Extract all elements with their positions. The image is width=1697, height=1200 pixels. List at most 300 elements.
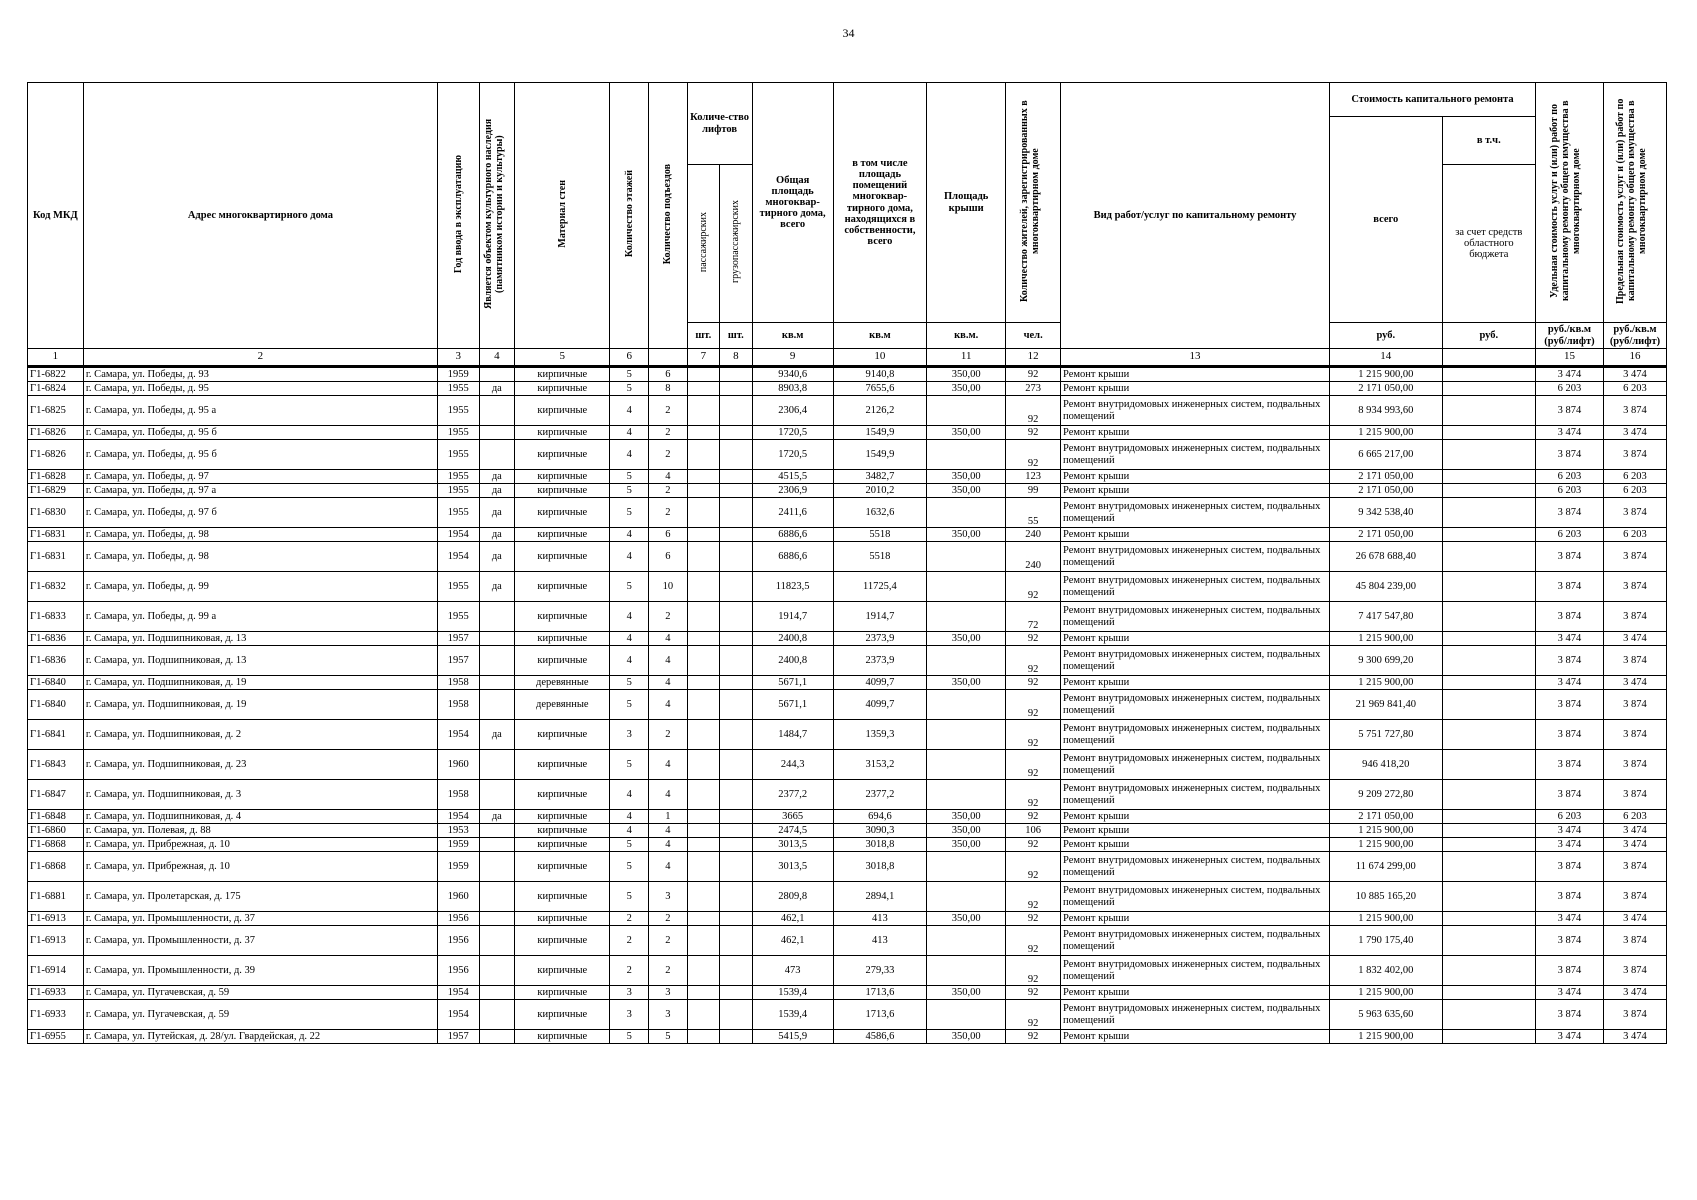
row-area-total: 2306,4: [752, 396, 833, 426]
header-limit-cost: Предельная стоимость услуг и (или) работ по капитальному ремонту общего имущества в многоквартирном доме: [1603, 83, 1666, 323]
row-area-total: 3013,5: [752, 852, 833, 882]
row-roof-area: 350,00: [927, 382, 1006, 396]
row-floors: 4: [610, 542, 649, 572]
row-area-owned: 5518: [833, 542, 926, 572]
row-residents: 106: [1006, 824, 1061, 838]
column-number: 14: [1329, 349, 1442, 367]
row-code: Г1-6860: [28, 824, 84, 838]
row-lifts-cargo: [720, 572, 752, 602]
row-heritage: [479, 750, 515, 780]
row-address: г. Самара, ул. Подшипниковая, д. 3: [83, 780, 437, 810]
row-cost-regional: [1442, 484, 1535, 498]
table-row: [28, 484, 1667, 498]
row-address: г. Самара, ул. Промышленности, д. 39: [83, 956, 437, 986]
table-row: [28, 824, 1667, 838]
row-area-total: 5415,9: [752, 1030, 833, 1044]
header-floors: Количество этажей: [610, 83, 649, 349]
row-cost-regional: [1442, 750, 1535, 780]
header-work-type: Вид работ/услуг по капитальному ремонту: [1061, 83, 1330, 349]
capital-repair-table: [27, 82, 1667, 1044]
row-floors: 5: [610, 484, 649, 498]
row-heritage: [479, 912, 515, 926]
row-unit-cost: 3 874: [1535, 602, 1603, 632]
row-code: Г1-6913: [28, 912, 84, 926]
row-wall-material: кирпичные: [515, 572, 610, 602]
row-area-total: 5671,1: [752, 676, 833, 690]
row-wall-material: кирпичные: [515, 1030, 610, 1044]
row-lifts-passenger: [687, 852, 719, 882]
row-heritage: [479, 956, 515, 986]
row-wall-material: кирпичные: [515, 986, 610, 1000]
row-cost-total: 1 215 900,00: [1329, 1030, 1442, 1044]
row-lifts-cargo: [720, 750, 752, 780]
row-lifts-passenger: [687, 690, 719, 720]
row-residents: 92: [1006, 912, 1061, 926]
row-heritage: [479, 1030, 515, 1044]
row-address: г. Самара, ул. Победы, д. 99 а: [83, 602, 437, 632]
row-work-type: Ремонт внутридомовых инженерных систем, подвальных помещений: [1061, 882, 1330, 912]
row-floors: 4: [610, 440, 649, 470]
unit-cost-total: руб.: [1329, 323, 1442, 349]
row-heritage: да: [479, 498, 515, 528]
row-lifts-cargo: [720, 1000, 752, 1030]
row-cost-total: 1 215 900,00: [1329, 912, 1442, 926]
row-limit-cost: 3 874: [1603, 572, 1666, 602]
row-area-total: 3013,5: [752, 838, 833, 852]
row-cost-regional: [1442, 426, 1535, 440]
row-area-total: 1539,4: [752, 1000, 833, 1030]
row-year: 1954: [437, 986, 479, 1000]
row-work-type: Ремонт крыши: [1061, 528, 1330, 542]
row-entrances: 5: [649, 1030, 688, 1044]
row-address: г. Самара, ул. Подшипниковая, д. 13: [83, 646, 437, 676]
row-year: 1955: [437, 484, 479, 498]
row-lifts-cargo: [720, 690, 752, 720]
row-code: Г1-6833: [28, 602, 84, 632]
row-code: Г1-6840: [28, 676, 84, 690]
row-year: 1957: [437, 632, 479, 646]
row-area-total: 6886,6: [752, 528, 833, 542]
row-roof-area: 350,00: [927, 810, 1006, 824]
row-limit-cost: 3 874: [1603, 780, 1666, 810]
row-year: 1960: [437, 750, 479, 780]
table-row: [28, 542, 1667, 572]
row-roof-area: 350,00: [927, 824, 1006, 838]
row-limit-cost: 3 874: [1603, 750, 1666, 780]
row-address: г. Самара, ул. Победы, д. 98: [83, 542, 437, 572]
row-wall-material: деревянные: [515, 690, 610, 720]
row-cost-regional: [1442, 632, 1535, 646]
row-heritage: [479, 780, 515, 810]
row-lifts-passenger: [687, 882, 719, 912]
row-lifts-passenger: [687, 572, 719, 602]
row-address: г. Самара, ул. Победы, д. 97 б: [83, 498, 437, 528]
row-entrances: 2: [649, 912, 688, 926]
row-limit-cost: 3 874: [1603, 440, 1666, 470]
row-year: 1955: [437, 426, 479, 440]
row-wall-material: кирпичные: [515, 542, 610, 572]
row-roof-area: 350,00: [927, 676, 1006, 690]
row-work-type: Ремонт внутридомовых инженерных систем, подвальных помещений: [1061, 690, 1330, 720]
row-code: Г1-6848: [28, 810, 84, 824]
row-year: 1954: [437, 720, 479, 750]
row-heritage: да: [479, 542, 515, 572]
row-lifts-cargo: [720, 852, 752, 882]
row-roof-area: 350,00: [927, 367, 1006, 382]
row-unit-cost: 3 474: [1535, 838, 1603, 852]
row-area-owned: 2373,9: [833, 646, 926, 676]
row-unit-cost: 3 474: [1535, 367, 1603, 382]
row-unit-cost: 3 874: [1535, 956, 1603, 986]
row-address: г. Самара, ул. Путейская, д. 28/ул. Гвардейская, д. 22: [83, 1030, 437, 1044]
row-area-owned: 4586,6: [833, 1030, 926, 1044]
row-year: 1955: [437, 498, 479, 528]
row-cost-regional: [1442, 572, 1535, 602]
row-unit-cost: 3 874: [1535, 720, 1603, 750]
row-floors: 4: [610, 780, 649, 810]
row-residents: 92: [1006, 852, 1061, 882]
row-year: 1955: [437, 602, 479, 632]
header-area-owned: в том числе площадь помещений многоквар-тирного дома, находящихся в собственности, всего: [833, 83, 926, 323]
row-roof-area: [927, 498, 1006, 528]
row-residents: 273: [1006, 382, 1061, 396]
row-year: 1956: [437, 956, 479, 986]
unit-residents: чел.: [1006, 323, 1061, 349]
row-residents: 92: [1006, 1000, 1061, 1030]
row-cost-regional: [1442, 852, 1535, 882]
row-unit-cost: 3 874: [1535, 498, 1603, 528]
row-lifts-passenger: [687, 528, 719, 542]
row-heritage: [479, 676, 515, 690]
row-floors: 3: [610, 1000, 649, 1030]
row-cost-total: 1 215 900,00: [1329, 632, 1442, 646]
row-heritage: да: [479, 470, 515, 484]
header-entrances: Количество подъездов: [649, 83, 688, 349]
row-work-type: Ремонт внутридомовых инженерных систем, подвальных помещений: [1061, 542, 1330, 572]
row-work-type: Ремонт крыши: [1061, 912, 1330, 926]
row-heritage: [479, 852, 515, 882]
row-code: Г1-6828: [28, 470, 84, 484]
row-lifts-passenger: [687, 646, 719, 676]
row-address: г. Самара, ул. Победы, д. 95 б: [83, 426, 437, 440]
row-lifts-passenger: [687, 382, 719, 396]
row-cost-regional: [1442, 528, 1535, 542]
row-work-type: Ремонт внутридомовых инженерных систем, подвальных помещений: [1061, 956, 1330, 986]
row-wall-material: кирпичные: [515, 810, 610, 824]
row-lifts-cargo: [720, 470, 752, 484]
row-unit-cost: 3 874: [1535, 646, 1603, 676]
row-residents: 55: [1006, 498, 1061, 528]
row-residents: 92: [1006, 810, 1061, 824]
table-row: [28, 882, 1667, 912]
row-cost-regional: [1442, 690, 1535, 720]
row-lifts-passenger: [687, 986, 719, 1000]
row-lifts-cargo: [720, 838, 752, 852]
row-code: Г1-6881: [28, 882, 84, 912]
row-residents: 92: [1006, 750, 1061, 780]
row-code: Г1-6825: [28, 396, 84, 426]
row-residents: 92: [1006, 1030, 1061, 1044]
header-residents: Количество жителей, зарегистрированных в многоквартирном доме: [1006, 83, 1061, 323]
row-residents: 123: [1006, 470, 1061, 484]
table-row: [28, 572, 1667, 602]
row-heritage: да: [479, 720, 515, 750]
row-limit-cost: 3 474: [1603, 676, 1666, 690]
row-wall-material: кирпичные: [515, 382, 610, 396]
column-number: 3: [437, 349, 479, 367]
row-wall-material: кирпичные: [515, 498, 610, 528]
row-area-owned: 2010,2: [833, 484, 926, 498]
row-lifts-passenger: [687, 926, 719, 956]
row-unit-cost: 3 474: [1535, 676, 1603, 690]
row-unit-cost: 6 203: [1535, 528, 1603, 542]
row-entrances: 3: [649, 986, 688, 1000]
table-row: [28, 810, 1667, 824]
table-row: [28, 852, 1667, 882]
row-year: 1959: [437, 367, 479, 382]
row-unit-cost: 3 874: [1535, 440, 1603, 470]
row-entrances: 4: [649, 838, 688, 852]
row-roof-area: [927, 780, 1006, 810]
unit-area-owned: кв.м: [833, 323, 926, 349]
row-roof-area: [927, 1000, 1006, 1030]
row-roof-area: [927, 852, 1006, 882]
row-lifts-cargo: [720, 632, 752, 646]
row-work-type: Ремонт крыши: [1061, 1030, 1330, 1044]
row-heritage: да: [479, 484, 515, 498]
row-area-total: 2377,2: [752, 780, 833, 810]
row-address: г. Самара, ул. Пугачевская, д. 59: [83, 986, 437, 1000]
row-area-owned: 2373,9: [833, 632, 926, 646]
row-unit-cost: 6 203: [1535, 470, 1603, 484]
row-floors: 4: [610, 810, 649, 824]
row-entrances: 10: [649, 572, 688, 602]
row-year: 1955: [437, 572, 479, 602]
row-cost-total: 10 885 165,20: [1329, 882, 1442, 912]
row-lifts-passenger: [687, 602, 719, 632]
column-number: 12: [1006, 349, 1061, 367]
table-row: [28, 632, 1667, 646]
row-lifts-cargo: [720, 426, 752, 440]
row-unit-cost: 3 874: [1535, 572, 1603, 602]
row-area-total: 462,1: [752, 912, 833, 926]
row-year: 1958: [437, 690, 479, 720]
row-lifts-cargo: [720, 720, 752, 750]
column-number: 4: [479, 349, 515, 367]
column-number: 11: [927, 349, 1006, 367]
row-address: г. Самара, ул. Полевая, д. 88: [83, 824, 437, 838]
row-entrances: 4: [649, 676, 688, 690]
row-area-owned: 1549,9: [833, 440, 926, 470]
row-wall-material: кирпичные: [515, 882, 610, 912]
row-residents: 92: [1006, 838, 1061, 852]
row-floors: 3: [610, 720, 649, 750]
row-area-owned: 4099,7: [833, 676, 926, 690]
column-number: [649, 349, 688, 367]
row-area-owned: 413: [833, 926, 926, 956]
row-limit-cost: 3 874: [1603, 882, 1666, 912]
row-limit-cost: 3 474: [1603, 912, 1666, 926]
row-area-owned: 3482,7: [833, 470, 926, 484]
row-work-type: Ремонт крыши: [1061, 367, 1330, 382]
row-cost-regional: [1442, 542, 1535, 572]
row-roof-area: 350,00: [927, 632, 1006, 646]
table-row: [28, 498, 1667, 528]
row-area-total: 8903,8: [752, 382, 833, 396]
column-number: 10: [833, 349, 926, 367]
row-lifts-passenger: [687, 440, 719, 470]
row-floors: 2: [610, 912, 649, 926]
row-wall-material: кирпичные: [515, 838, 610, 852]
row-limit-cost: 3 874: [1603, 646, 1666, 676]
header-cost-total: всего: [1329, 117, 1442, 323]
row-work-type: Ремонт внутридомовых инженерных систем, подвальных помещений: [1061, 572, 1330, 602]
row-unit-cost: 6 203: [1535, 810, 1603, 824]
row-roof-area: 350,00: [927, 528, 1006, 542]
table-row: [28, 367, 1667, 382]
column-number: 8: [720, 349, 752, 367]
row-entrances: 4: [649, 690, 688, 720]
table-row: [28, 646, 1667, 676]
row-heritage: [479, 824, 515, 838]
row-residents: 72: [1006, 602, 1061, 632]
row-unit-cost: 3 874: [1535, 542, 1603, 572]
row-year: 1954: [437, 528, 479, 542]
row-area-total: 2400,8: [752, 632, 833, 646]
row-heritage: да: [479, 382, 515, 396]
row-roof-area: 350,00: [927, 484, 1006, 498]
row-unit-cost: 3 874: [1535, 396, 1603, 426]
row-address: г. Самара, ул. Подшипниковая, д. 4: [83, 810, 437, 824]
row-area-owned: 4099,7: [833, 690, 926, 720]
row-floors: 5: [610, 676, 649, 690]
row-cost-total: 1 832 402,00: [1329, 956, 1442, 986]
table-row: [28, 1000, 1667, 1030]
unit-limit-cost: руб./кв.м (руб/лифт): [1603, 323, 1666, 349]
row-lifts-cargo: [720, 824, 752, 838]
header-cost: Стоимость капитального ремонта: [1329, 83, 1535, 117]
row-residents: 92: [1006, 396, 1061, 426]
row-wall-material: кирпичные: [515, 528, 610, 542]
row-cost-regional: [1442, 780, 1535, 810]
row-heritage: [479, 882, 515, 912]
row-area-owned: 1713,6: [833, 1000, 926, 1030]
row-work-type: Ремонт внутридомовых инженерных систем, подвальных помещений: [1061, 720, 1330, 750]
row-lifts-passenger: [687, 750, 719, 780]
row-heritage: [479, 986, 515, 1000]
row-cost-regional: [1442, 382, 1535, 396]
row-wall-material: кирпичные: [515, 484, 610, 498]
row-residents: 92: [1006, 882, 1061, 912]
row-lifts-cargo: [720, 440, 752, 470]
row-lifts-passenger: [687, 912, 719, 926]
row-roof-area: 350,00: [927, 986, 1006, 1000]
table-row: [28, 1030, 1667, 1044]
row-lifts-cargo: [720, 602, 752, 632]
row-limit-cost: 3 474: [1603, 986, 1666, 1000]
row-wall-material: кирпичные: [515, 912, 610, 926]
row-area-total: 244,3: [752, 750, 833, 780]
row-area-total: 1720,5: [752, 440, 833, 470]
row-cost-regional: [1442, 912, 1535, 926]
row-heritage: [479, 646, 515, 676]
row-area-total: 2411,6: [752, 498, 833, 528]
row-year: 1954: [437, 1000, 479, 1030]
row-lifts-passenger: [687, 484, 719, 498]
row-unit-cost: 3 474: [1535, 632, 1603, 646]
header-year: Год ввода в эксплуатацию: [437, 83, 479, 349]
row-address: г. Самара, ул. Победы, д. 99: [83, 572, 437, 602]
row-floors: 4: [610, 646, 649, 676]
row-floors: 5: [610, 498, 649, 528]
row-heritage: [479, 1000, 515, 1030]
table-row: [28, 690, 1667, 720]
row-lifts-cargo: [720, 1030, 752, 1044]
row-year: 1956: [437, 912, 479, 926]
row-roof-area: [927, 572, 1006, 602]
row-address: г. Самара, ул. Победы, д. 93: [83, 367, 437, 382]
row-work-type: Ремонт крыши: [1061, 470, 1330, 484]
table-row: [28, 838, 1667, 852]
row-unit-cost: 3 474: [1535, 912, 1603, 926]
row-address: г. Самара, ул. Прибрежная, д. 10: [83, 852, 437, 882]
row-lifts-cargo: [720, 912, 752, 926]
row-floors: 4: [610, 396, 649, 426]
row-cost-regional: [1442, 986, 1535, 1000]
row-cost-regional: [1442, 882, 1535, 912]
row-address: г. Самара, ул. Подшипниковая, д. 19: [83, 690, 437, 720]
row-entrances: 2: [649, 484, 688, 498]
row-lifts-cargo: [720, 986, 752, 1000]
row-work-type: Ремонт крыши: [1061, 632, 1330, 646]
row-residents: 92: [1006, 780, 1061, 810]
row-cost-total: 7 417 547,80: [1329, 602, 1442, 632]
row-code: Г1-6913: [28, 926, 84, 956]
row-cost-regional: [1442, 440, 1535, 470]
table-row: [28, 926, 1667, 956]
row-year: 1954: [437, 810, 479, 824]
row-limit-cost: 3 874: [1603, 720, 1666, 750]
row-code: Г1-6847: [28, 780, 84, 810]
row-entrances: 1: [649, 810, 688, 824]
row-work-type: Ремонт внутридомовых инженерных систем, подвальных помещений: [1061, 926, 1330, 956]
row-unit-cost: 3 874: [1535, 690, 1603, 720]
row-residents: 92: [1006, 720, 1061, 750]
row-cost-total: 5 751 727,80: [1329, 720, 1442, 750]
column-number: 5: [515, 349, 610, 367]
row-lifts-cargo: [720, 382, 752, 396]
row-roof-area: 350,00: [927, 1030, 1006, 1044]
row-cost-total: 9 342 538,40: [1329, 498, 1442, 528]
row-area-owned: 1549,9: [833, 426, 926, 440]
row-entrances: 4: [649, 470, 688, 484]
table-body: [28, 367, 1667, 1044]
row-area-owned: 3090,3: [833, 824, 926, 838]
row-limit-cost: 3 874: [1603, 926, 1666, 956]
row-area-total: 4515,5: [752, 470, 833, 484]
row-residents: 99: [1006, 484, 1061, 498]
row-work-type: Ремонт крыши: [1061, 484, 1330, 498]
row-unit-cost: 3 474: [1535, 1030, 1603, 1044]
table-row: [28, 396, 1667, 426]
row-roof-area: 350,00: [927, 838, 1006, 852]
header-heritage: Является объектом культурного наследия (памятником истории и культуры): [479, 83, 515, 349]
row-heritage: [479, 838, 515, 852]
row-year: 1959: [437, 838, 479, 852]
row-lifts-passenger: [687, 780, 719, 810]
row-roof-area: [927, 720, 1006, 750]
row-work-type: Ремонт крыши: [1061, 382, 1330, 396]
